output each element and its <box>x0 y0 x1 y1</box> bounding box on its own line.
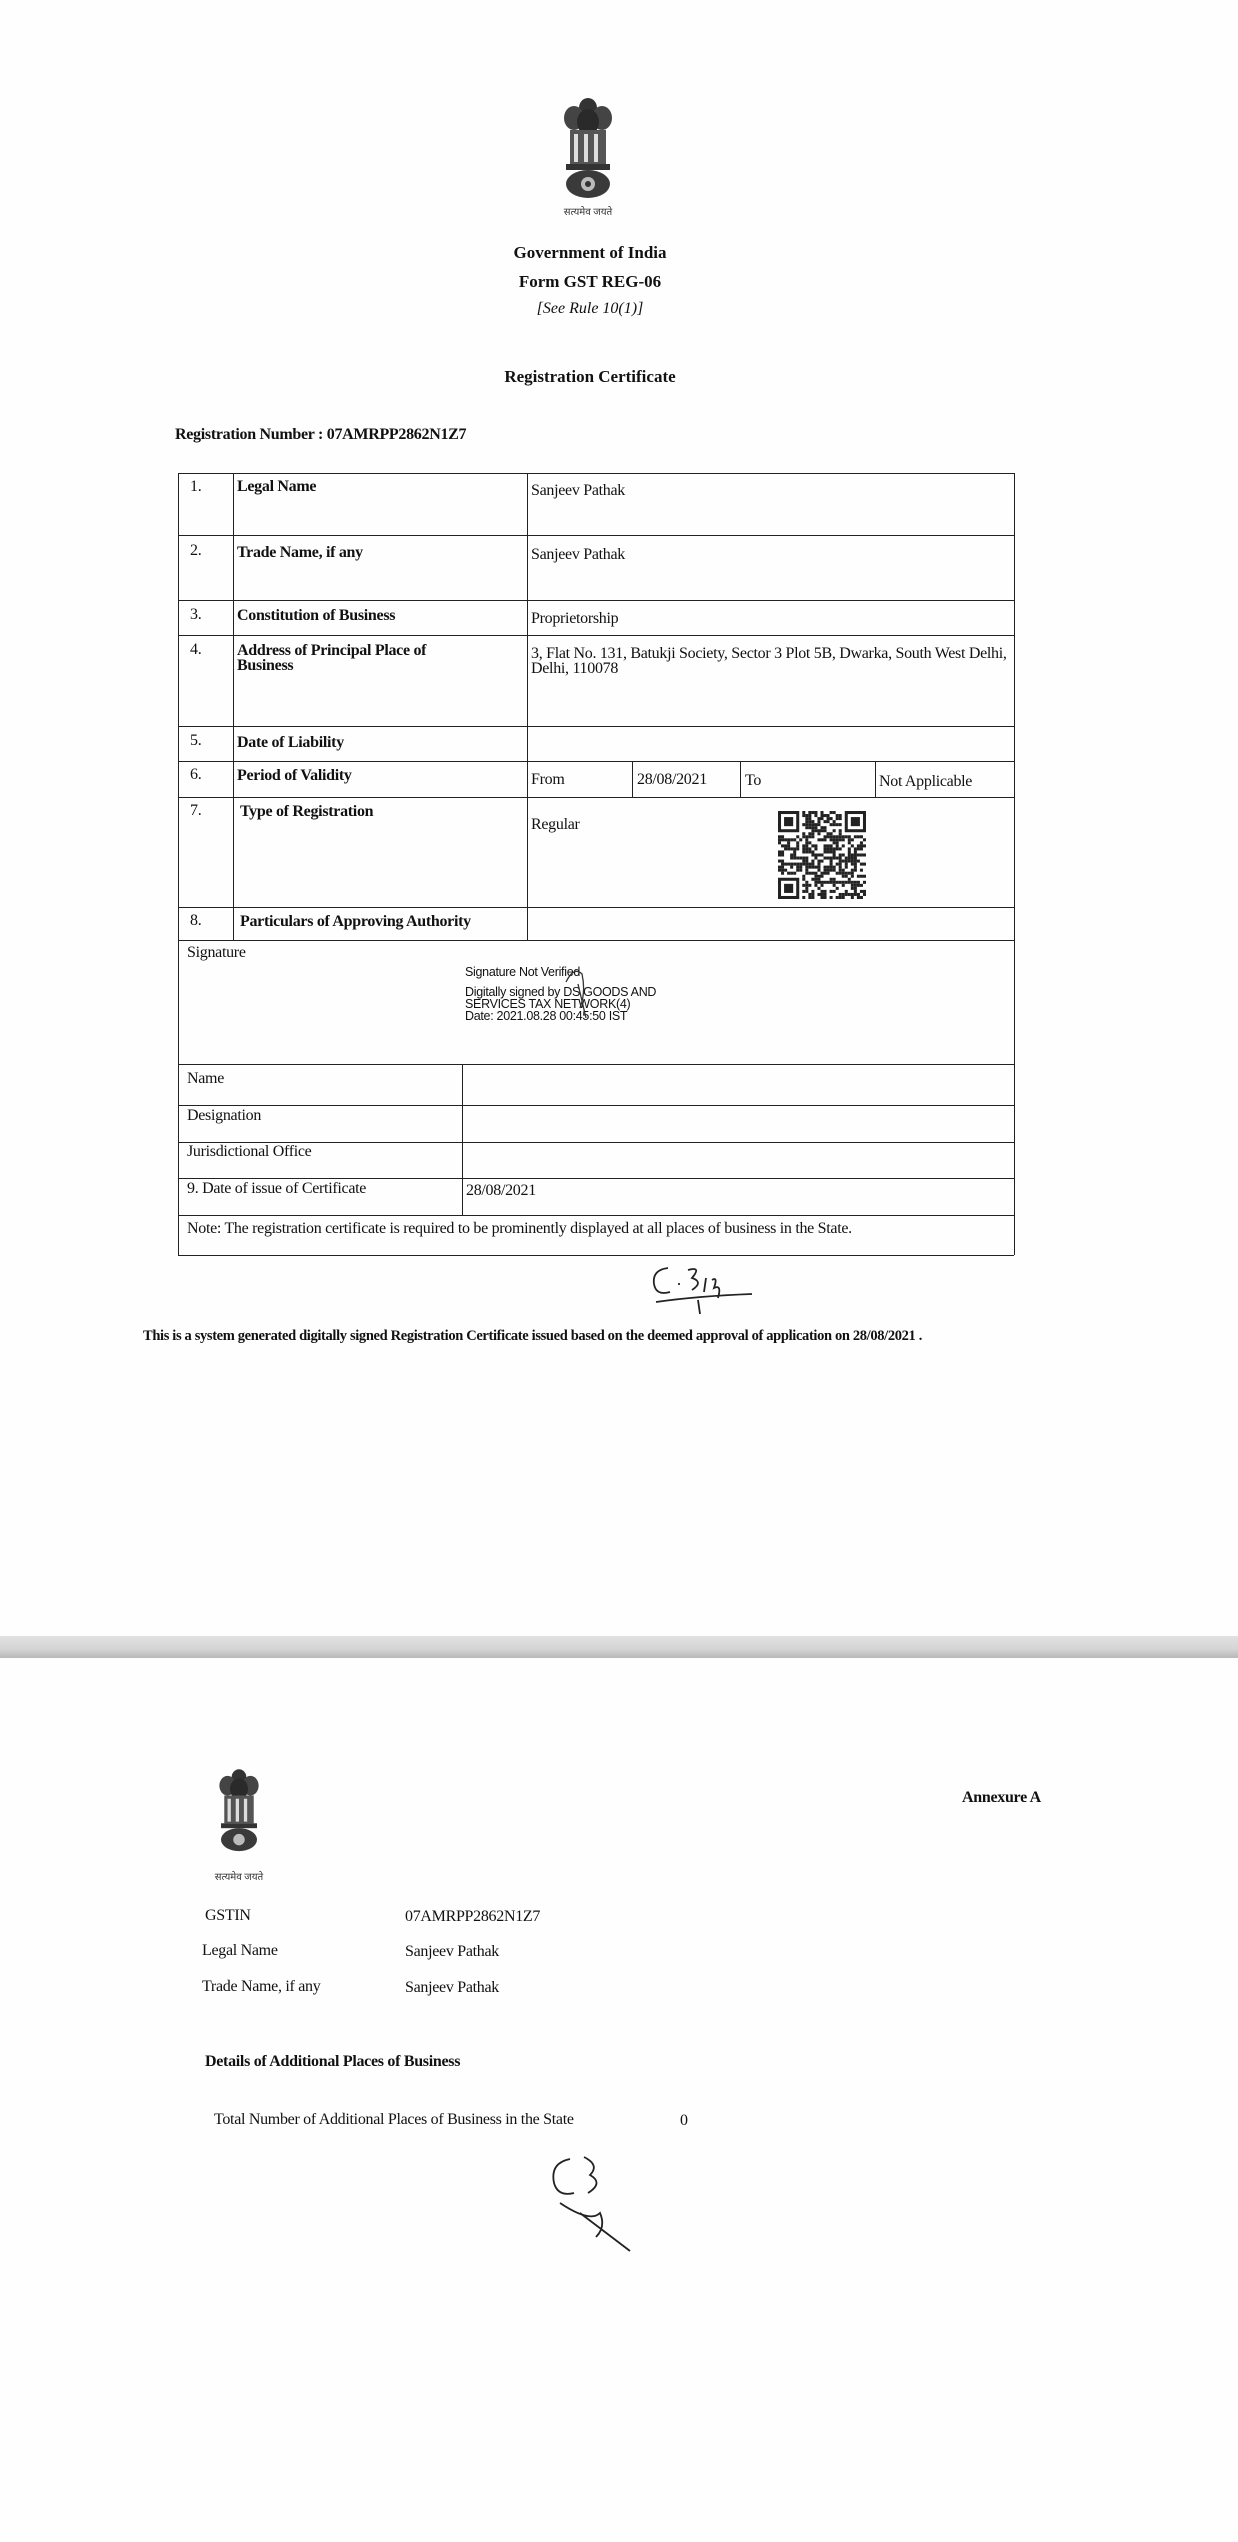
issue-date-label: 9. Date of issue of Certificate <box>187 1180 367 1197</box>
row-number: 1. <box>190 478 202 495</box>
annexure-page-2 <box>0 1658 1238 2542</box>
row-number: 6. <box>190 766 202 783</box>
trade-name-value: Sanjeev Pathak <box>405 1979 499 1996</box>
page-title: Registration Certificate <box>504 367 676 386</box>
footer-statement: This is a system generated digitally signed Registration Certificate issued based on the deemed approval of application on 28/08/2021 . <box>143 1328 922 1344</box>
from-date: 28/08/2021 <box>637 771 707 788</box>
row-number: 8. <box>190 912 202 929</box>
gstin-label: GSTIN <box>205 1907 251 1924</box>
handwritten-signature <box>540 2153 645 2253</box>
row-label: Particulars of Approving Authority <box>240 913 471 930</box>
row-number: 4. <box>190 641 202 658</box>
row-label: Address of Principal Place of Business <box>237 642 427 674</box>
row-number: 2. <box>190 542 202 559</box>
row-number: 5. <box>190 732 202 749</box>
rule-reference: [See Rule 10(1)] <box>536 300 644 317</box>
from-label: From <box>531 771 565 788</box>
annexure-title: Annexure A <box>962 1789 1041 1806</box>
to-label: To <box>745 772 762 789</box>
display-note: Note: The registration certificate is required to be prominently displayed at all places of business in the State. <box>187 1220 852 1237</box>
to-date: Not Applicable <box>879 773 973 790</box>
row-number: 7. <box>190 802 202 819</box>
signature-label: Signature <box>187 944 246 961</box>
trade-name-label: Trade Name, if any <box>202 1978 321 1995</box>
row-label: Date of Liability <box>237 734 344 751</box>
government-heading: Government of India <box>513 243 667 262</box>
signature-line: Date: 2021.08.28 00:45:50 IST <box>465 1009 628 1023</box>
issue-date-value: 28/08/2021 <box>466 1182 536 1199</box>
qr-code-icon <box>778 810 866 900</box>
registration-number: Registration Number : 07AMRPP2862N1Z7 <box>175 426 467 443</box>
authority-label: Designation <box>187 1107 262 1124</box>
row-value: Sanjeev Pathak <box>531 546 625 563</box>
row-label: Constitution of Business <box>237 607 396 624</box>
page-separator <box>0 1636 1238 1658</box>
signature-status: Signature Not Verified <box>465 965 581 979</box>
authority-label: Name <box>187 1070 225 1087</box>
row-label: Type of Registration <box>240 803 374 820</box>
legal-name-value: Sanjeev Pathak <box>405 1943 499 1960</box>
row-label: Legal Name <box>237 478 317 495</box>
national-emblem-icon <box>556 94 620 204</box>
signature-check-icon <box>560 962 610 1022</box>
handwritten-signature <box>648 1262 763 1317</box>
additional-places-heading: Details of Additional Places of Business <box>205 2053 461 2070</box>
authority-label: Jurisdictional Office <box>187 1143 312 1160</box>
emblem-caption: सत्यमेव जयते <box>214 1872 264 1883</box>
row-label: Trade Name, if any <box>237 544 363 561</box>
gstin-value: 07AMRPP2862N1Z7 <box>405 1908 541 1925</box>
total-places-label: Total Number of Additional Places of Business in the State <box>214 2111 574 2128</box>
row-number: 3. <box>190 606 202 623</box>
total-places-value: 0 <box>680 2112 688 2129</box>
row-value: Proprietorship <box>531 610 619 627</box>
row-value: Regular <box>531 816 580 833</box>
row-label: Period of Validity <box>237 767 352 784</box>
form-heading: Form GST REG-06 <box>518 272 662 291</box>
signature-line: Digitally signed by DS GOODS AND <box>465 985 657 999</box>
row-value: 3, Flat No. 131, Batukji Society, Sector 3 Plot 5B, Dwarka, South West Delhi, Delhi, 110078 <box>531 645 1007 677</box>
row-value: Sanjeev Pathak <box>531 482 625 499</box>
emblem-caption: सत्यमेव जयते <box>563 207 613 218</box>
legal-name-label: Legal Name <box>202 1942 278 1959</box>
national-emblem-icon <box>210 1766 268 1856</box>
signature-line: SERVICES TAX NETWORK(4) <box>465 997 631 1011</box>
